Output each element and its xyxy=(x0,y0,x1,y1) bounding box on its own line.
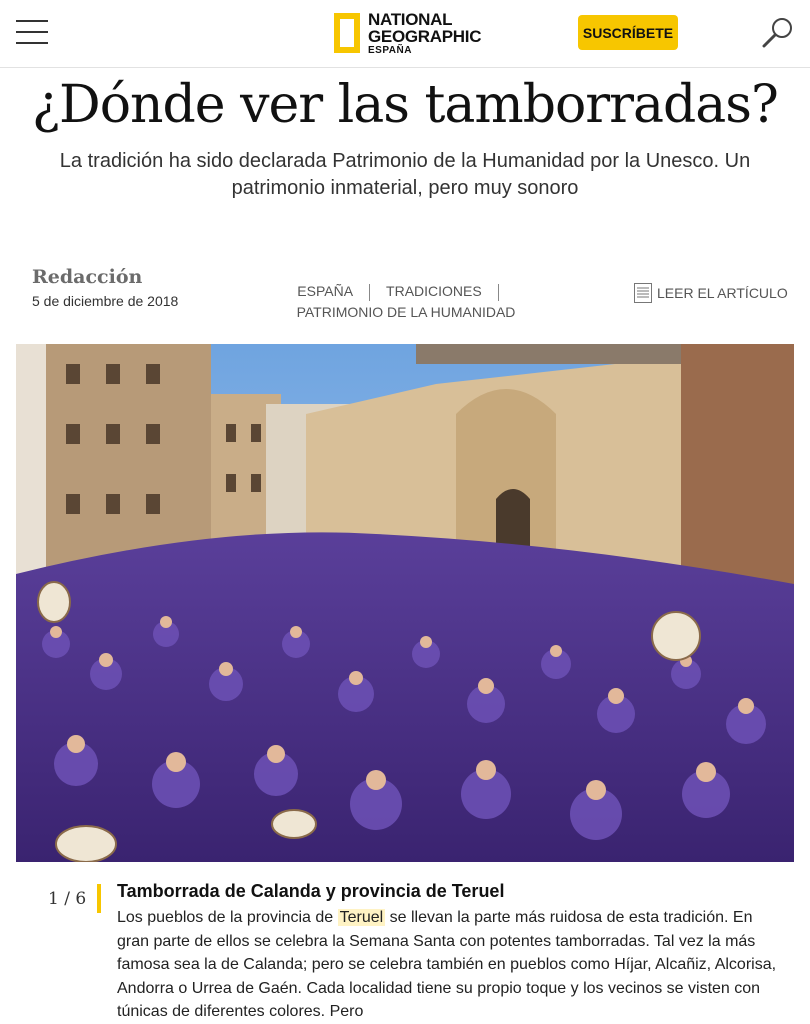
logo-yellow-frame-icon xyxy=(334,13,360,53)
read-article-button[interactable] xyxy=(634,283,788,303)
read-article-label: LEER EL ARTÍCULO xyxy=(657,285,788,301)
article-tags xyxy=(286,281,526,323)
teruel-link[interactable]: Teruel xyxy=(339,909,384,926)
article-title: ¿Dónde ver las tamborradas? xyxy=(32,75,778,135)
search-icon[interactable] xyxy=(760,15,796,51)
hamburger-menu-icon[interactable] xyxy=(16,20,48,46)
caption-text xyxy=(117,906,787,1024)
logo-line-1: NATIONAL xyxy=(368,9,453,29)
article-author: Redacción xyxy=(32,266,143,288)
tag-espana[interactable]: ESPAÑA xyxy=(297,283,354,299)
subscribe-button[interactable]: SUSCRÍBETE xyxy=(578,15,678,50)
caption-text-rest: se llevan la parte más ruidosa de esta tradición. En gran parte de ellos se celebra la Semana Santa con potentes tamborradas. Tal vez la más famosa sea la de Calanda; pero se celebra también en pueblos como Híjar, Alcañiz, Alcorisa, Andorra o Urrea de Gaén. Cada localidad tiene su propio toque y los vecinos se visten con túnicas de diferentes colores. Pero xyxy=(117,909,777,1020)
caption-title: Tamborrada de Calanda y provincia de Teruel xyxy=(117,881,505,901)
article-date: 5 de diciembre de 2018 xyxy=(32,293,179,309)
tag-separator xyxy=(498,284,499,301)
logo-line-2: GEOGRAPHIC xyxy=(368,26,482,46)
site-header xyxy=(0,0,810,68)
logo-line-3: ESPAÑA xyxy=(368,44,412,56)
counter-accent-bar xyxy=(97,884,101,913)
natgeo-logo[interactable] xyxy=(334,9,481,57)
tag-separator xyxy=(369,284,370,301)
gallery-counter: 1 / 6 xyxy=(48,889,87,909)
document-icon xyxy=(634,283,652,303)
gallery-photo[interactable] xyxy=(16,344,794,862)
article-subtitle: La tradición ha sido declarada Patrimonio de la Humanidad por la Unesco. Un patrimonio inmaterial, pero muy sonoro xyxy=(59,150,751,199)
tag-tradiciones[interactable]: TRADICIONES xyxy=(386,283,482,299)
tag-patrimonio[interactable]: PATRIMONIO DE LA HUMANIDAD xyxy=(296,304,516,320)
caption-text-start: Los pueblos de la provincia de xyxy=(117,909,338,926)
